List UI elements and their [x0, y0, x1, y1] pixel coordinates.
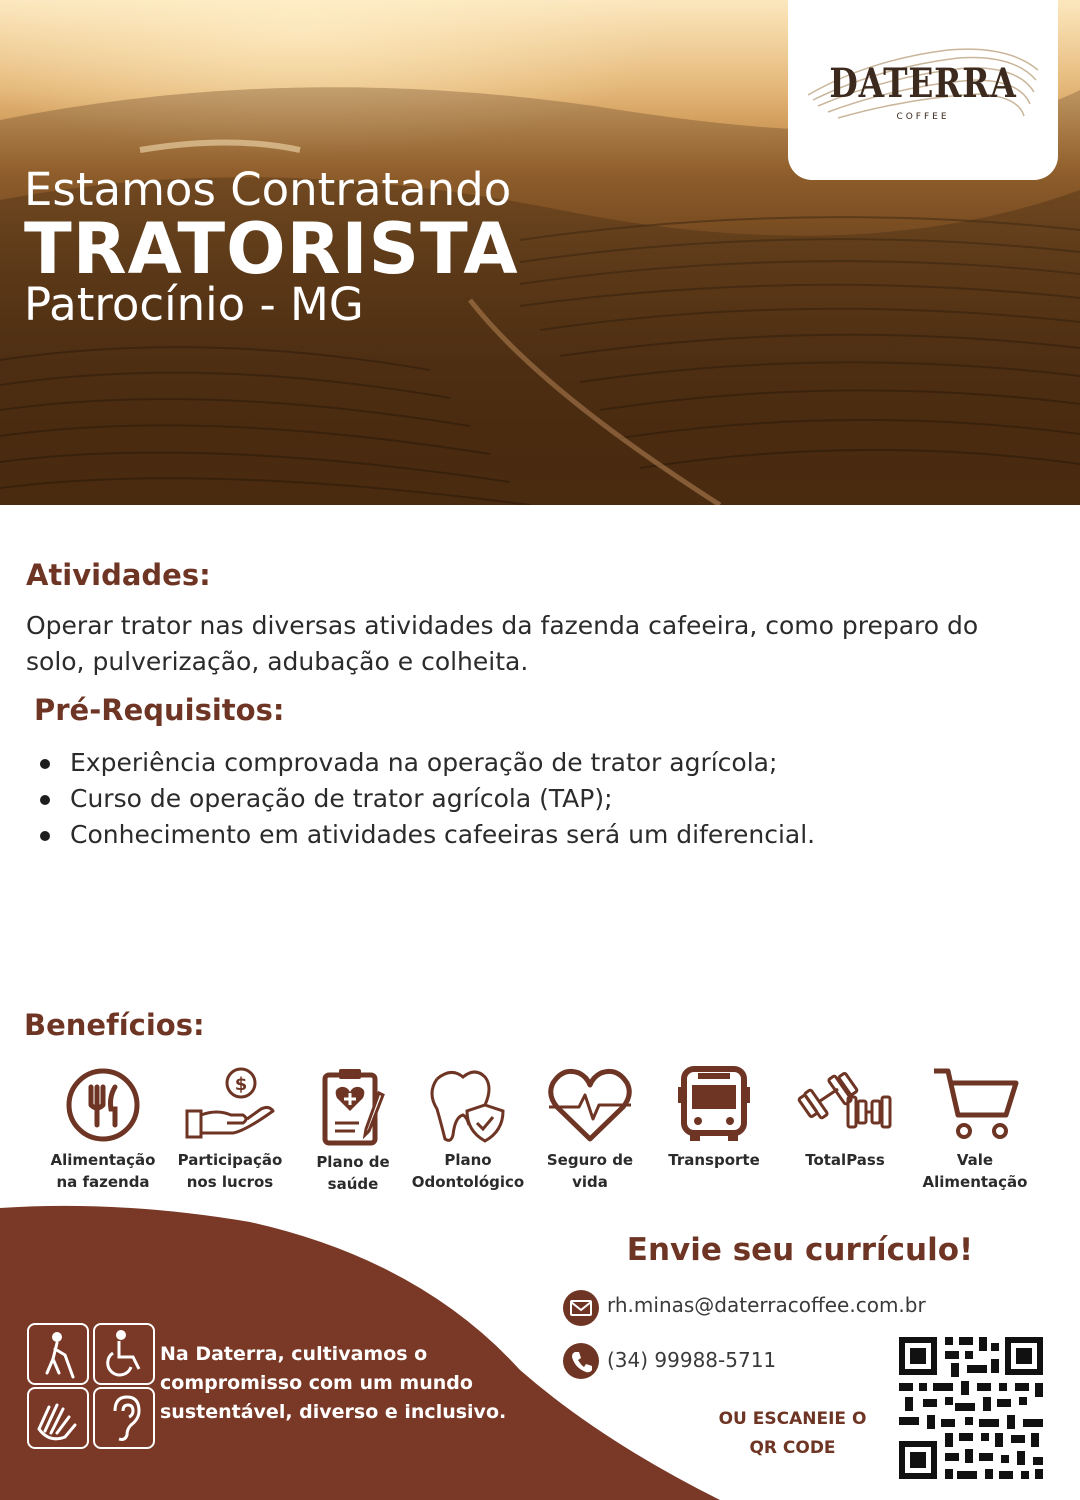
hearing-icon [93, 1387, 155, 1449]
activities-heading: Atividades: [26, 558, 211, 592]
requirement-item: Experiência comprovada na operação de trator agrícola; [36, 745, 815, 781]
logo-wordmark: DATERRA [829, 60, 1017, 107]
clipboard-health-icon [313, 1065, 393, 1147]
hero-headline: Estamos Contratando [24, 163, 512, 216]
requirements-list [36, 745, 815, 853]
email-link[interactable]: rh.minas@daterracoffee.com.br [607, 1293, 926, 1317]
dumbbell-icon [790, 1065, 900, 1145]
benefit-label-line2: Odontológico [411, 1173, 525, 1191]
tooth-shield-icon [423, 1065, 513, 1145]
benefit-profit-sharing [165, 1065, 295, 1193]
send-resume-heading: Envie seu currículo! [626, 1232, 974, 1268]
benefit-label-line2: vida [572, 1173, 608, 1191]
inclusion-statement [160, 1340, 540, 1427]
scan-line1: OU ESCANEIE O [718, 1409, 867, 1429]
activities-text: Operar trator nas diversas atividades da fazenda cafeeira, como preparo do solo, pulverização, adubação e colheita. [26, 611, 979, 676]
benefit-label-line1: Vale [956, 1151, 994, 1169]
job-location: Patrocínio - MG [24, 278, 364, 331]
benefit-food-voucher [910, 1065, 1040, 1193]
logo-subtitle: COFFEE [896, 112, 950, 122]
requirement-item: Curso de operação de trator agrícola (TAP); [36, 781, 815, 817]
benefit-totalpass [780, 1065, 910, 1171]
scan-qr-label [700, 1405, 885, 1463]
inclusion-line: sustentável, diverso e inclusivo. [160, 1401, 507, 1423]
benefit-health-plan [288, 1065, 418, 1195]
requirement-item: Conhecimento em atividades cafeeiras será um diferencial. [36, 817, 815, 853]
sign-language-icon [27, 1387, 89, 1449]
phone-icon [563, 1343, 599, 1379]
benefit-label-line1: Transporte [668, 1151, 760, 1169]
job-title: TRATORISTA [24, 208, 519, 290]
inclusion-line: compromisso com um mundo [160, 1372, 473, 1394]
benefit-life-insurance [525, 1065, 655, 1193]
svg-text:$: $ [234, 1074, 247, 1095]
benefit-meal [38, 1065, 168, 1193]
benefit-label-line2: na fazenda [56, 1173, 150, 1191]
inclusion-line: Na Daterra, cultivamos o [160, 1343, 428, 1365]
qr-code[interactable] [895, 1333, 1047, 1483]
benefit-label-line2: Alimentação [922, 1173, 1028, 1191]
logo-card [788, 0, 1058, 180]
hero-banner [0, 0, 1080, 505]
benefit-label-line1: Plano [444, 1151, 492, 1169]
phone-number[interactable]: (34) 99988-5711 [607, 1348, 777, 1372]
email-icon [563, 1290, 599, 1326]
cart-icon [930, 1065, 1020, 1145]
benefit-label-line2: saúde [327, 1175, 379, 1193]
benefit-dental-plan [403, 1065, 533, 1193]
hand-money-icon [183, 1065, 278, 1145]
wheelchair-icon [93, 1323, 155, 1385]
benefit-label-line1: Participação [177, 1151, 283, 1169]
benefit-label-line2: nos lucros [186, 1173, 274, 1191]
benefit-label-line1: Seguro de [546, 1151, 634, 1169]
benefit-transport [649, 1065, 779, 1171]
benefit-label-line1: Plano de [316, 1153, 390, 1171]
requirements-heading: Pré-Requisitos: [34, 693, 285, 727]
cutlery-icon [63, 1065, 143, 1145]
benefit-label-line1: TotalPass [805, 1151, 885, 1169]
scan-line2: QR CODE [749, 1438, 836, 1458]
benefits-heading: Benefícios: [24, 1008, 205, 1042]
bus-icon [674, 1065, 754, 1145]
benefit-label-line1: Alimentação [50, 1151, 156, 1169]
heart-pulse-icon [545, 1065, 635, 1145]
blind-person-icon [27, 1323, 89, 1385]
